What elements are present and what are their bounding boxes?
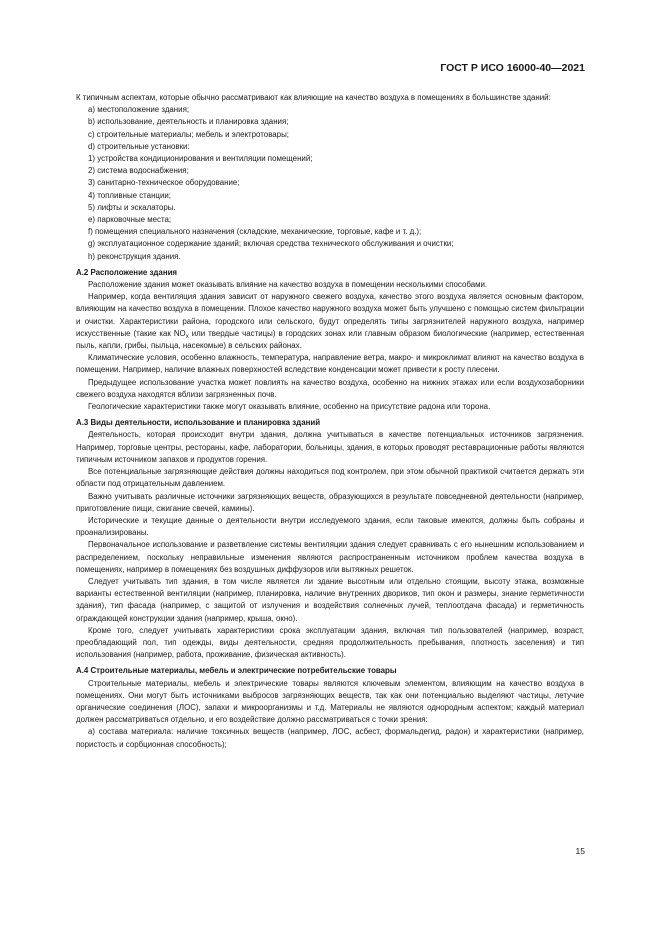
list-item	[76, 141, 584, 153]
paragraph-text: К типичным аспектам, которые обычно рассматривают как влияющие на качество воздуха в помещениях в большинстве зданий:	[76, 93, 551, 102]
paragraph	[76, 576, 584, 625]
paragraph-text: c) строительные материалы; мебель и электротовары;	[88, 129, 289, 139]
paragraph	[76, 515, 584, 539]
paragraph-text: А.3 Виды деятельности, использование и планировка зданий	[76, 418, 321, 428]
paragraph-text: g) эксплуатационное содержание зданий; включая средства технического обслуживания и очистки;	[88, 239, 454, 249]
list-item	[76, 153, 584, 165]
paragraph-text: e) парковочные места;	[88, 215, 172, 225]
list-item	[76, 226, 584, 238]
paragraph-text: Важно учитывать различные источники загрязняющих веществ, образующихся в результате повседневной деятельности (например, приготовление пищи, сжигание свечей, камины).	[76, 491, 584, 513]
page-number: 15	[575, 846, 585, 856]
paragraph	[76, 377, 584, 401]
list-item	[76, 165, 584, 177]
paragraph-text: Первоначальное использование и разветвление системы вентиляции здания следует сравнивать с его нынешним использованием и распределением, поскольку неправильные изменения являются распространенным источником проблем качества воздуха в помещениях, например в помещениях без воздушных диффузоров или вытяжных решеток.	[76, 540, 584, 574]
paragraph-text: Следует учитывать тип здания, в том числе является ли здание высотным или отдельно стоящим, высоту этажа, возможные варианты естественной вентиляции (например, планировка, наличие внутренних двориков, тип окон и размеры, знание герметичности здания), тип фасада (например, с защитой от излучения и воздействия солнечных лучей, теплоотдача фасада) и герметичность ограждающей конструкции здания (например, крыша, окно).	[76, 576, 584, 623]
paragraph	[76, 539, 584, 576]
paragraph-text: Деятельность, которая происходит внутри здания, должна учитываться в качестве потенциальных источников загрязнения. Например, торговые центры, рестораны, кафе, лаборатории, больницы, здания, в которых проводят реставрационные работы являются типичным источником запахов и продуктов горения.	[76, 430, 584, 464]
paragraph-text: b) использование, деятельность и планировка здания;	[88, 117, 289, 127]
paragraph	[76, 466, 584, 490]
paragraph	[76, 726, 584, 750]
paragraph-text: d) строительные установки:	[88, 141, 190, 151]
list-item	[76, 251, 584, 263]
paragraph-text: Расположение здания может оказывать влияние на качество воздуха в помещении несколькими способами.	[88, 280, 488, 290]
paragraph-text: 5) лифты и эскалаторы.	[88, 202, 176, 212]
section-heading	[76, 417, 584, 429]
paragraph-text: Кроме того, следует учитывать характеристики срока эксплуатации здания, включая тип пользователей (например, возраст, преобладающий пол, тип одежды, виды деятельности, средняя продолжительность пребывания, плотность заселения) и тип использования (например, работа, проживание, физическая активность).	[76, 625, 584, 660]
paragraph-text: Геологические характеристики также могут оказывать влияние, особенно на присутствие радона или торона.	[88, 402, 491, 412]
document-header: ГОСТ Р ИСО 16000-40—2021	[440, 62, 585, 74]
list-item	[76, 177, 584, 189]
paragraph	[76, 429, 584, 466]
paragraph-text: a) состава материала: наличие токсичных веществ (например, ЛОС, асбест, формальдегид, радон) и характеристики (например, пористость и сорбционная способность);	[76, 727, 584, 749]
paragraph	[76, 625, 584, 662]
paragraph-text: a) местоположение здания;	[88, 105, 190, 115]
paragraph-text: 4) топливные станции;	[88, 190, 171, 200]
paragraph-text: Климатические условия, особенно влажность, температура, направление ветра, макро- и микроклимат влияют на качество воздуха в помещении. Например, наличие влажных поверхностей вследствие конденсации может привести к росту плесени.	[76, 353, 584, 375]
paragraph-text: 2) система водоснабжения;	[88, 166, 189, 176]
section-heading	[76, 267, 584, 279]
paragraph-text: f) помещения специального назначения (складские, механические, торговые, кафе и т. д.);	[88, 227, 422, 237]
document-body	[76, 92, 584, 751]
paragraph	[76, 279, 584, 291]
list-item	[76, 129, 584, 141]
paragraph-text: А.4 Строительные материалы, мебель и электрические потребительские товары	[76, 666, 397, 676]
paragraph	[76, 352, 584, 376]
list-item	[76, 104, 584, 116]
paragraph	[76, 678, 584, 727]
paragraph-text: Предыдущее использование участка может повлиять на качество воздуха, особенно на нижних этажах или если воздухозаборники свежего воздуха находятся вблизи загрязненных почв.	[76, 377, 584, 399]
paragraph-text: Все потенциальные загрязняющие действия должны находиться под контролем, при этом обычной практикой считается держать эти области под отрицательным давлением.	[76, 467, 584, 489]
list-item	[76, 238, 584, 250]
section-heading	[76, 665, 584, 677]
paragraph-text: Исторические и текущие данные о деятельности внутри исследуемого здания, если таковые имеются, должны быть собраны и проанализированы.	[76, 515, 584, 538]
paragraph-text: h) реконструкция здания.	[88, 251, 181, 261]
paragraph	[76, 291, 584, 352]
paragraph-text: 3) санитарно-техническое оборудование;	[88, 178, 240, 188]
paragraph-text-tail: или твердые частицы) в городских зонах или главным образом биологические (например, естественная пыль, капли, грибы, пыльца, насекомые) в сельских районах.	[76, 328, 584, 351]
list-item	[76, 190, 584, 202]
paragraph-text: Строительные материалы, мебель и электрические товары являются ключевым элементом, влияющим на качество воздуха в помещениях. Они могут быть источниками выбросов загрязняющих веществ, так как они потенциально выделяют частицы, летучие органические соединения (ЛОС), запахи и микроорганизмы и т.д. Материалы не являются однородным аспектом; каждый материал должен рассматриваться отдельно, и его воздействие должно рассматриваться с точки зрения:	[76, 678, 584, 725]
subscript: x	[185, 333, 189, 340]
paragraph-text: Например, когда вентиляция здания зависит от наружного свежего воздуха, качество этого воздуха является основным фактором, влияющим на качество воздуха в помещении. Плохое качество наружного воздуха может быть улучшено с помощью систем фильтрации и очистки. Характеристики района, городского или сельского, будут определять типы загрязнителей наружного воздуха, например искусственные (такие как NO	[76, 292, 584, 338]
paragraph	[76, 401, 584, 413]
paragraph-text: 1) устройства кондиционирования и вентиляции помещений;	[88, 154, 313, 164]
paragraph	[76, 92, 584, 104]
paragraph	[76, 491, 584, 515]
list-item	[76, 202, 584, 214]
list-item	[76, 214, 584, 226]
list-item	[76, 116, 584, 128]
paragraph-text: А.2 Расположение здания	[76, 267, 178, 277]
